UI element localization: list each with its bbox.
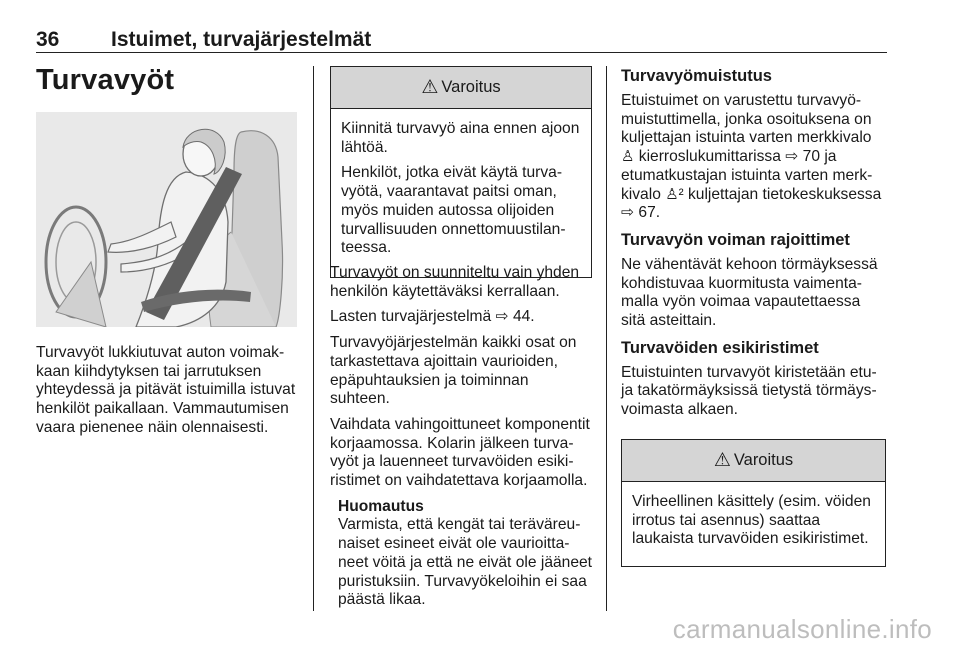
heading-seatbelt-reminder: Turvavyömuistutus bbox=[621, 67, 772, 85]
column3-paragraph-2: Ne vähentävät kehoon törmäyksessä kohdistuvaa kuormitusta vaimentamalla vyön voimaa vapautettaessa sitä asteittain. bbox=[621, 255, 878, 330]
column1-text bbox=[36, 344, 298, 445]
warning-body bbox=[622, 482, 885, 564]
page-number: 36 bbox=[36, 28, 60, 51]
warning-header bbox=[331, 67, 591, 109]
page-ref-arrow-icon: ⇨ bbox=[785, 148, 803, 166]
warning-triangle-icon: ⚠ bbox=[713, 450, 731, 471]
warning-title: Varoitus bbox=[733, 451, 794, 469]
warning-title: Varoitus bbox=[441, 78, 501, 96]
column2-paragraph-3: Turvavyöjärjestelmän kaikki osat on tarkastettava ajoittain vaurioiden, epäpuhtauksien ja toiminnan suhteen. bbox=[330, 334, 577, 408]
warning-box-2 bbox=[621, 439, 886, 567]
note-block bbox=[330, 498, 592, 610]
heading-pretensioners: Turvavöiden esikiristimet bbox=[621, 338, 819, 357]
header-rule bbox=[36, 52, 887, 53]
column3-paragraph-1 bbox=[621, 92, 887, 223]
note-text: Varmista, että kengät tai teräväreunaiset esineet eivät ole vaurioittaneet vöitä ja että ne eivät ole jääneet puristuksiin. Turvavyökeloihin ei saa päästä likaa. bbox=[338, 516, 593, 609]
intro-paragraph: Turvavyöt lukkiutuvat auton voimakkaan kiihdytyksen tai jarrutuksen yhteydessä ja pitävät istuimilla istuvat henkilöt paikallaan. Vammautumisen vaara pienenee näin olennaisesti. bbox=[36, 344, 296, 436]
watermark: carmanualsonline.info bbox=[672, 614, 932, 644]
p1-part-c: kuljettajan tietokeskuksessa bbox=[683, 185, 882, 203]
column2-text bbox=[330, 264, 592, 610]
header-title: Istuimet, turvajärjestelmät bbox=[111, 28, 372, 51]
page-ref-arrow-icon: ⇨ bbox=[621, 204, 639, 222]
p1-part-b: kierroslukumittarissa bbox=[634, 148, 786, 166]
heading-force-limiters: Turvavyön voiman rajoittimet bbox=[621, 230, 850, 249]
passenger-seatbelt-light-icon: ♙² bbox=[665, 185, 684, 203]
section-title: Turvavyöt bbox=[36, 64, 175, 96]
p1-part-a: Etuistuimet on varustettu turvavyömuistuttimella, jonka osoituksena on kuljettajan istuinta varten merkkivalo bbox=[621, 92, 872, 147]
column3-text bbox=[621, 66, 887, 427]
column2-paragraph-2 bbox=[330, 308, 592, 327]
column2-p2-text: Lasten turvajärjestelmä bbox=[330, 308, 496, 326]
column2-paragraph-1: Turvavyöt on suunniteltu vain yhden henkilön käytettäväksi kerrallaan. bbox=[330, 264, 580, 300]
column3-paragraph-3: Etuistuinten turvavyöt kiristetään etu- ja takatörmäyksissä tietystä törmäysvoimasta alkaen. bbox=[621, 363, 877, 419]
warning-triangle-icon: ⚠ bbox=[421, 77, 439, 98]
page-ref-70[interactable]: 70 ja etumatkustajan istuinta varten merkkivalo bbox=[621, 148, 873, 203]
seatbelt-illustration bbox=[36, 112, 297, 327]
warning-header bbox=[622, 440, 885, 482]
column-divider-2 bbox=[606, 66, 607, 611]
seatbelt-warning-light-icon: ♙ bbox=[621, 148, 635, 166]
note-title: Huomautus bbox=[338, 497, 424, 515]
column2-paragraph-4: Vaihdata vahingoittuneet komponentit korjaamossa. Kolarin jälkeen turvavyöt ja lauenneet turvavöiden esikiristimet on vaihdatettava korjaamolla. bbox=[330, 415, 590, 490]
warning-box-1 bbox=[330, 66, 592, 278]
page-ref-44[interactable]: 44. bbox=[512, 308, 535, 326]
page-ref-arrow-icon: ⇨ bbox=[495, 308, 513, 326]
warning-paragraph-2: Henkilöt, jotka eivät käytä turvavyötä, vaarantavat paitsi oman, myös muiden autossa olijoiden turvallisuuden onnettomuustilanteessa. bbox=[341, 164, 566, 257]
warning-body bbox=[331, 109, 591, 273]
warning-paragraph-1: Kiinnitä turvavyö aina ennen ajoon lähtöä. bbox=[341, 120, 580, 156]
warning-text: Virheellinen käsittely (esim. vöiden irrotus tai asennus) saattaa laukaista turvavöiden esikiristimet. bbox=[632, 493, 871, 548]
page-ref-67[interactable]: 67. bbox=[638, 204, 661, 222]
column-divider-1 bbox=[313, 66, 314, 611]
